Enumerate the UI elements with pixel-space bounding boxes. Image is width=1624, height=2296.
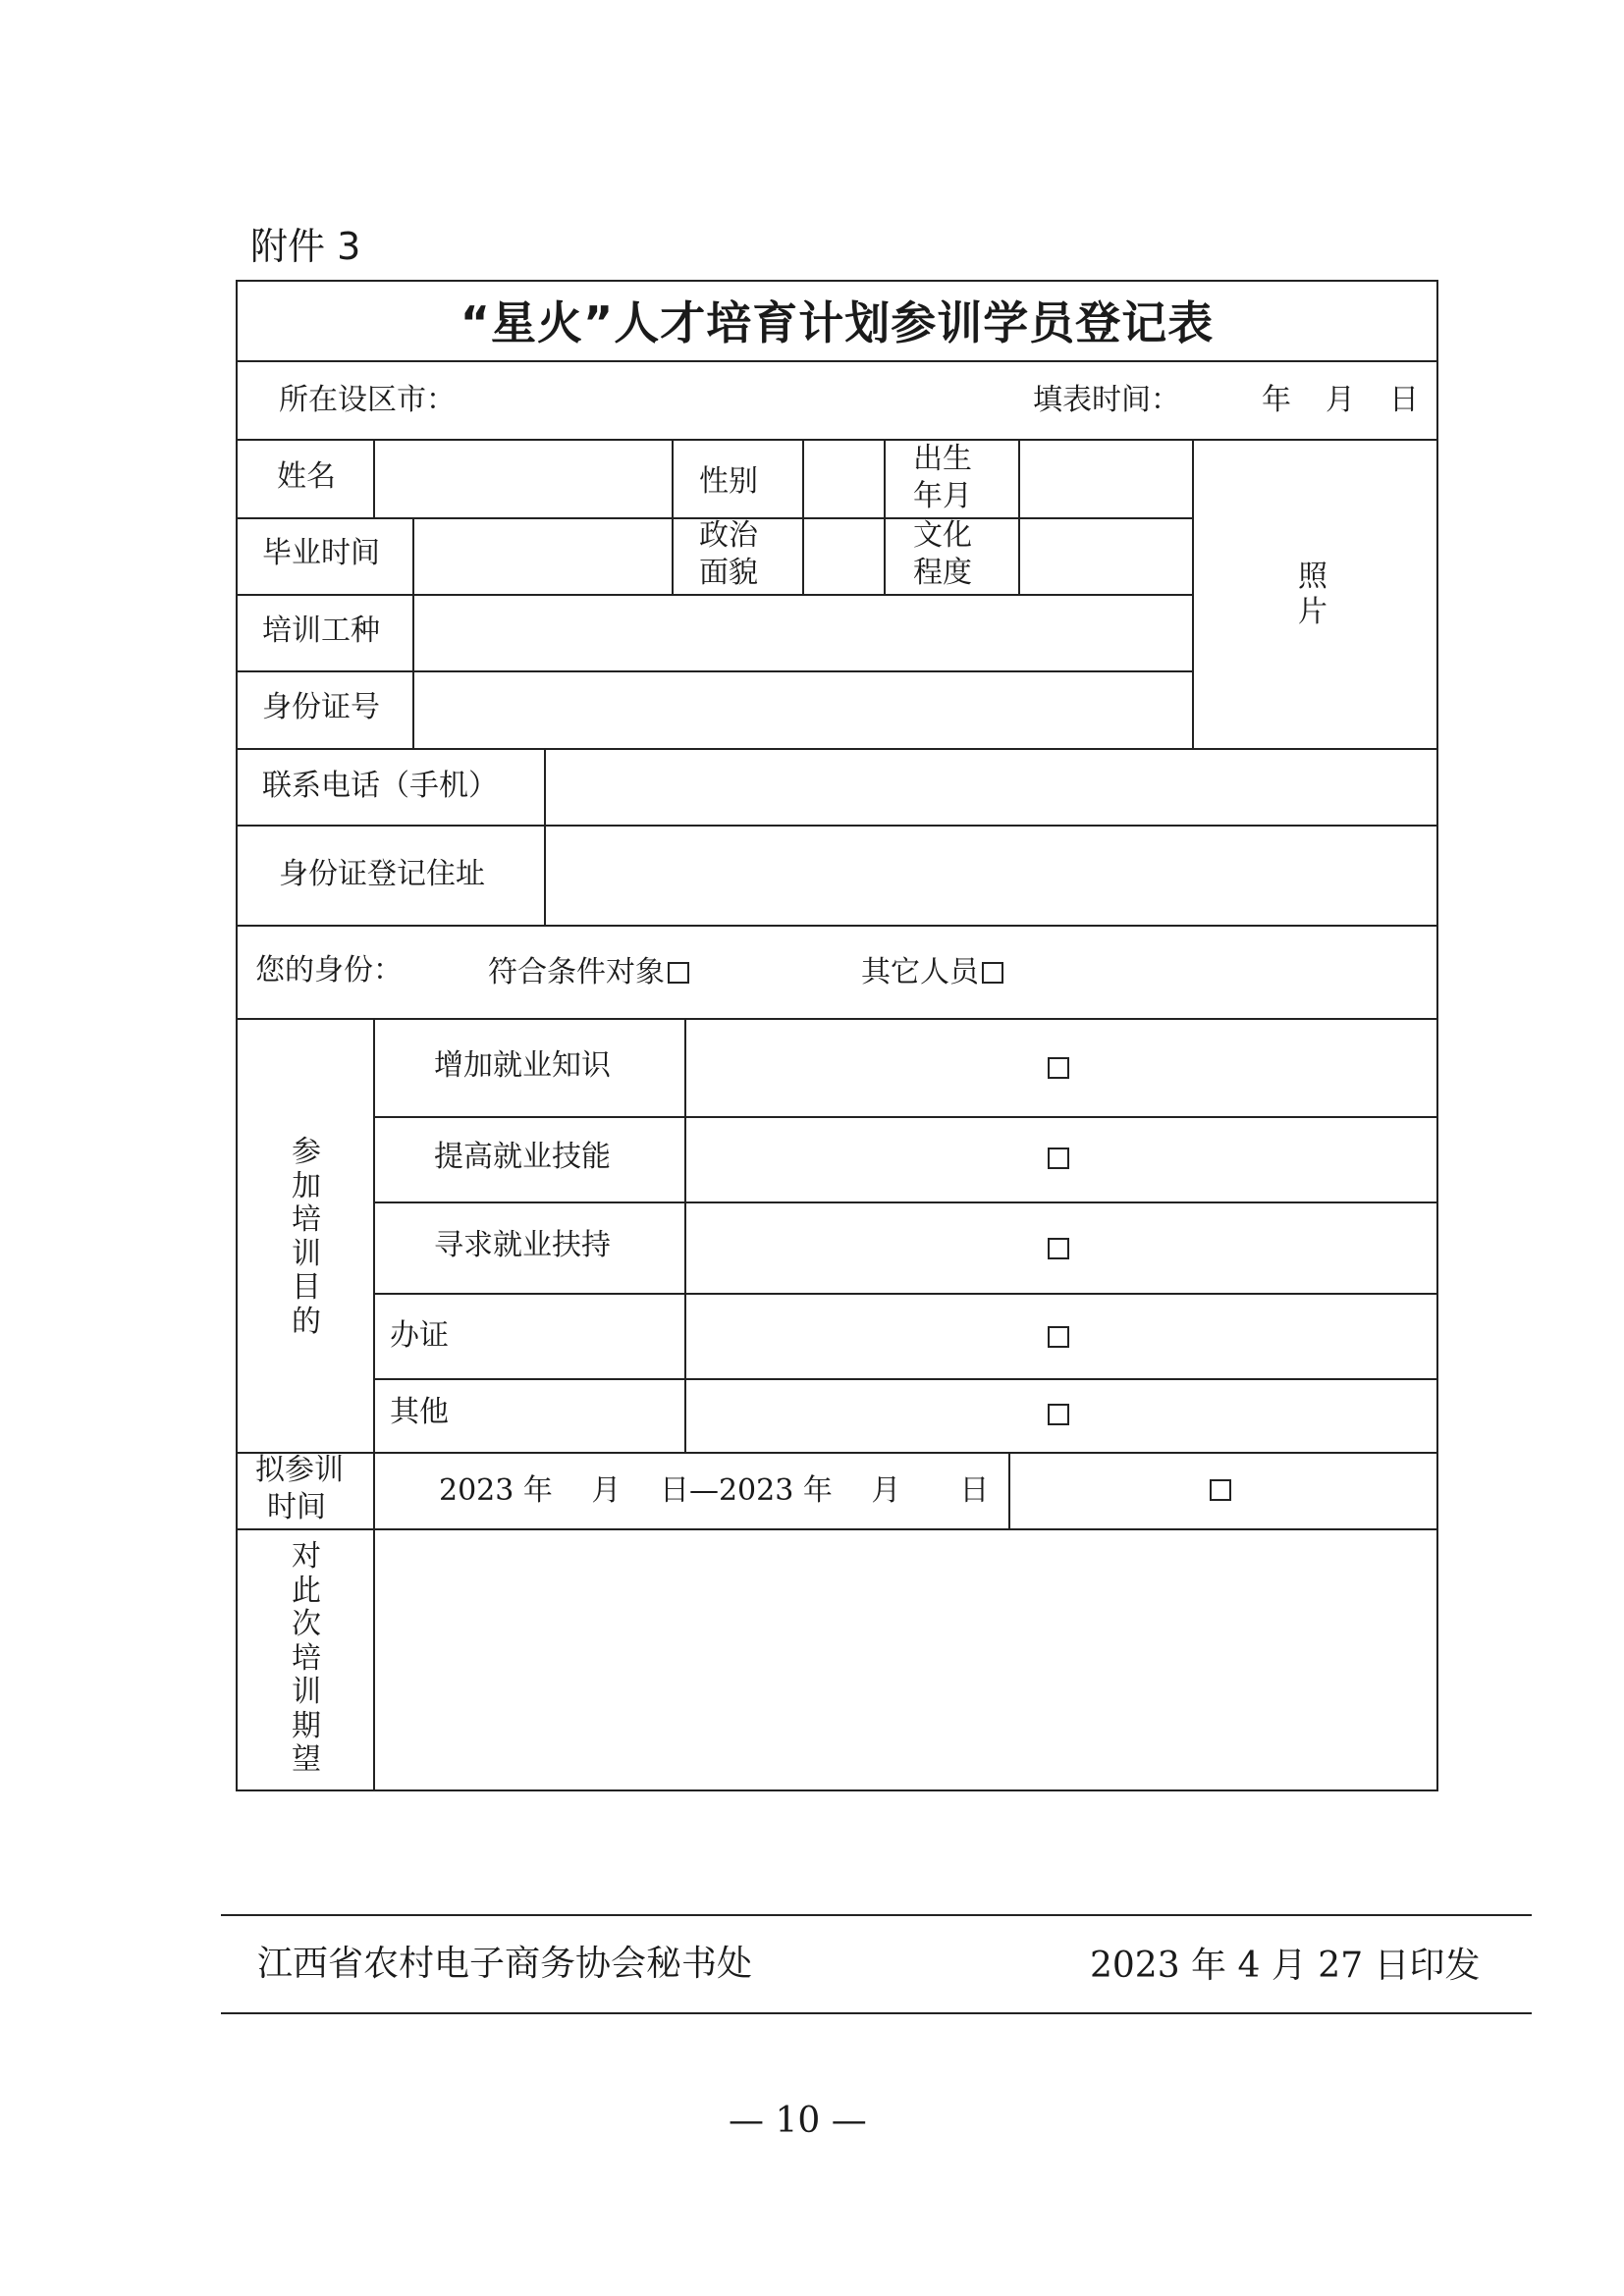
phone-label: 联系电话（手机） bbox=[262, 769, 498, 803]
id-number-label: 身份证号 bbox=[262, 690, 380, 724]
photo-label-line2: 片 bbox=[1298, 595, 1327, 629]
education-field[interactable] bbox=[1020, 519, 1190, 592]
name-field[interactable] bbox=[375, 441, 670, 515]
graduation-time-field[interactable] bbox=[414, 519, 670, 592]
birth-field[interactable] bbox=[1020, 441, 1190, 515]
registration-form bbox=[236, 280, 1438, 1791]
purpose-3-label: 寻求就业扶持 bbox=[434, 1228, 611, 1262]
training-type-label: 培训工种 bbox=[262, 614, 380, 648]
politics-field[interactable] bbox=[804, 519, 882, 592]
purpose-2-label: 提高就业技能 bbox=[434, 1140, 611, 1174]
identity-option-eligible-label: 符合条件对象 bbox=[488, 955, 665, 989]
planned-time-label-line2: 时间 bbox=[267, 1490, 326, 1524]
purpose-1-checkbox[interactable] bbox=[1048, 1057, 1069, 1079]
training-type-field[interactable] bbox=[414, 596, 1190, 668]
purpose-5-label: 其他 bbox=[390, 1395, 449, 1429]
identity-label: 您的身份： bbox=[255, 953, 403, 988]
id-number-field[interactable] bbox=[414, 672, 1190, 746]
address-field[interactable] bbox=[546, 827, 1435, 923]
page-number: — 10 — bbox=[729, 2101, 867, 2141]
planned-time-label-line1: 拟参训 bbox=[255, 1453, 344, 1487]
footer-top-rule bbox=[221, 1914, 1532, 1916]
footer-bottom-rule bbox=[221, 2012, 1532, 2014]
expectation-field[interactable] bbox=[375, 1530, 1434, 1789]
date-month: 月 bbox=[1326, 383, 1355, 417]
address-label: 身份证登记住址 bbox=[279, 857, 485, 891]
politics-label-line2: 面貌 bbox=[699, 556, 758, 590]
name-label: 姓名 bbox=[277, 459, 336, 494]
form-title: “星火”人才培育计划参训学员登记表 bbox=[460, 296, 1215, 349]
planned-period: 2023 年 月 日—2023 年 月 日 bbox=[439, 1473, 990, 1508]
politics-label-line1: 政治 bbox=[699, 518, 758, 553]
photo-label-line1: 照 bbox=[1298, 560, 1327, 594]
footer-issuer: 江西省农村电子商务协会秘书处 bbox=[257, 1944, 753, 1984]
phone-field[interactable] bbox=[546, 750, 1435, 823]
gender-label: 性别 bbox=[699, 464, 758, 499]
purpose-1-label: 增加就业知识 bbox=[434, 1048, 611, 1083]
planned-time-checkbox[interactable] bbox=[1210, 1479, 1231, 1501]
gender-field[interactable] bbox=[804, 441, 882, 515]
purpose-5-checkbox[interactable] bbox=[1048, 1404, 1069, 1425]
purpose-4-checkbox[interactable] bbox=[1048, 1326, 1069, 1348]
purpose-4-label: 办证 bbox=[390, 1318, 449, 1353]
date-year: 年 bbox=[1262, 383, 1291, 417]
identity-option-other-label: 其它人员 bbox=[861, 955, 979, 989]
attachment-label: 附件 3 bbox=[250, 225, 361, 268]
footer-issue-date: 2023 年 4 月 27 日印发 bbox=[1090, 1946, 1481, 1986]
birth-label-line1: 出生 bbox=[913, 442, 972, 476]
checkbox-eligible[interactable] bbox=[668, 962, 689, 984]
graduation-time-label: 毕业时间 bbox=[262, 536, 380, 570]
identity-option-eligible[interactable] bbox=[488, 954, 689, 991]
purpose-3-checkbox[interactable] bbox=[1048, 1238, 1069, 1259]
identity-option-other[interactable] bbox=[861, 954, 1003, 991]
education-label-line1: 文化 bbox=[913, 518, 972, 553]
expectation-label: 对此次培训期望 bbox=[292, 1539, 321, 1777]
city-label: 所在设区市： bbox=[279, 383, 456, 417]
purpose-label: 参加培训目的 bbox=[292, 1135, 321, 1339]
checkbox-other-person[interactable] bbox=[982, 962, 1003, 984]
birth-label-line2: 年月 bbox=[913, 479, 972, 513]
purpose-2-checkbox[interactable] bbox=[1048, 1148, 1069, 1169]
date-day: 日 bbox=[1389, 383, 1419, 417]
fill-time-label: 填表时间： bbox=[1033, 383, 1180, 417]
education-label-line2: 程度 bbox=[913, 556, 972, 590]
